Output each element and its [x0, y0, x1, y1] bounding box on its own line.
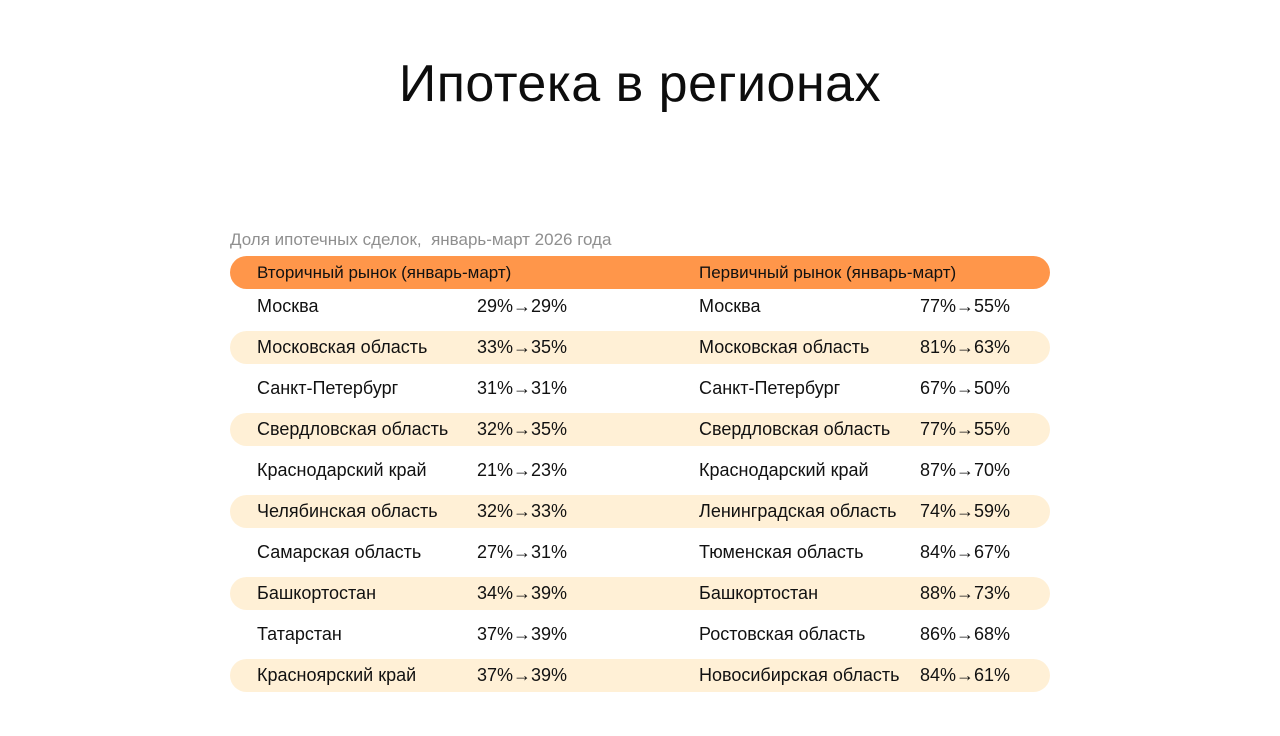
primary-share-cell: 81%→63%	[920, 337, 1011, 357]
secondary-region-cell: Татарстан	[257, 624, 342, 644]
table-caption: Доля ипотечных сделок, январь-март 2026 года	[230, 230, 612, 249]
table-row	[230, 618, 1050, 651]
secondary-share-cell: 34%→39%	[477, 583, 568, 603]
secondary-share-cell: 37%→39%	[477, 665, 568, 685]
secondary-share-cell: 37%→39%	[477, 624, 568, 644]
page-title-text: Ипотека в регионах	[398, 55, 882, 113]
primary-share-cell: 88%→73%	[920, 583, 1011, 603]
primary-share-cell: 74%→59%	[920, 501, 1011, 521]
secondary-share-cell: 31%→31%	[477, 378, 568, 398]
primary-region-cell: Краснодарский край	[699, 460, 869, 480]
table-row	[230, 454, 1050, 487]
table-body	[230, 290, 1050, 692]
primary-share-cell: 86%→68%	[920, 624, 1011, 644]
table-row	[230, 290, 1050, 323]
primary-region-cell: Тюменская область	[699, 542, 864, 562]
secondary-region-cell: Санкт-Петербург	[257, 378, 399, 398]
secondary-region-cell: Самарская область	[257, 542, 422, 562]
secondary-share-cell: 32%→35%	[477, 419, 568, 439]
secondary-share-cell: 32%→33%	[477, 501, 568, 521]
primary-share-cell: 67%→50%	[920, 378, 1011, 398]
table-row	[230, 331, 1050, 364]
primary-share-cell: 84%→61%	[920, 665, 1011, 685]
secondary-region-cell: Башкортостан	[257, 583, 377, 603]
table-row	[230, 536, 1050, 569]
table-row	[230, 372, 1050, 405]
secondary-share-cell: 27%→31%	[477, 542, 568, 562]
table-row	[230, 659, 1050, 692]
primary-share-cell: 77%→55%	[920, 419, 1011, 439]
primary-region-cell: Свердловская область	[699, 419, 891, 439]
table-row	[230, 413, 1050, 446]
primary-region-cell: Московская область	[699, 337, 870, 357]
primary-region-cell: Новосибирская область	[699, 665, 900, 685]
secondary-share-cell: 29%→29%	[477, 296, 568, 316]
header-secondary-market: Вторичный рынок (январь-март)	[257, 263, 512, 282]
primary-region-cell: Санкт-Петербург	[699, 378, 841, 398]
primary-share-cell: 84%→67%	[920, 542, 1011, 562]
secondary-region-cell: Челябинская область	[257, 501, 438, 521]
page-title	[399, 52, 881, 116]
mortgage-share-table	[230, 256, 1050, 700]
secondary-share-cell: 21%→23%	[477, 460, 568, 480]
primary-share-cell: 77%→55%	[920, 296, 1011, 316]
secondary-region-cell: Свердловская область	[257, 419, 449, 439]
primary-region-cell: Башкортостан	[699, 583, 819, 603]
secondary-region-cell: Красноярский край	[257, 665, 417, 685]
secondary-region-cell: Московская область	[257, 337, 428, 357]
primary-region-cell: Москва	[699, 296, 761, 316]
primary-share-cell: 87%→70%	[920, 460, 1011, 480]
table-row	[230, 495, 1050, 528]
primary-region-cell: Ростовская область	[699, 624, 866, 644]
title-block	[0, 52, 1280, 116]
table-header-row	[230, 256, 1050, 289]
header-primary-market: Первичный рынок (январь-март)	[699, 263, 957, 282]
secondary-share-cell: 33%→35%	[477, 337, 568, 357]
table-row	[230, 577, 1050, 610]
secondary-region-cell: Краснодарский край	[257, 460, 427, 480]
primary-region-cell: Ленинградская область	[699, 501, 897, 521]
secondary-region-cell: Москва	[257, 296, 319, 316]
